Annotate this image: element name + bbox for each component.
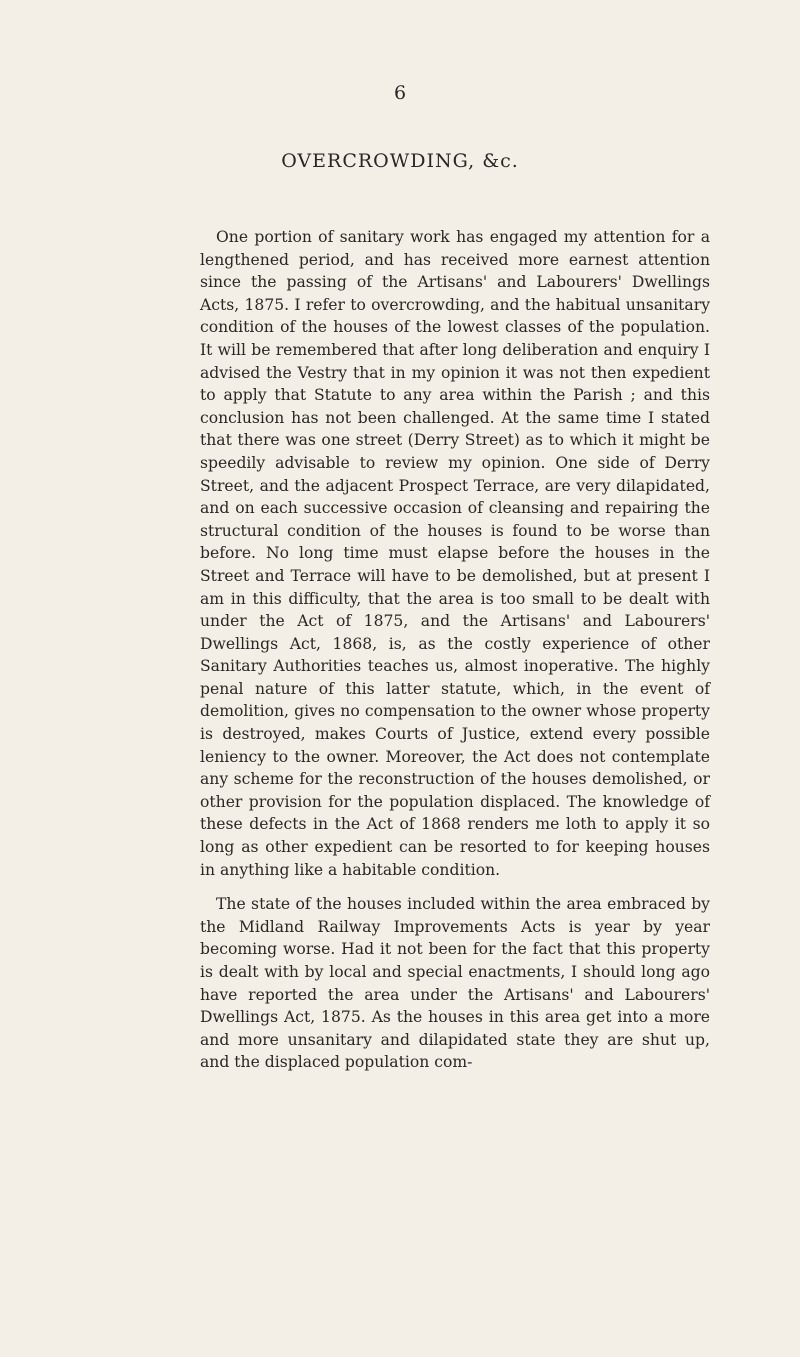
paragraph-midland-railway: The state of the houses included within the area embraced by the Midland Railway Improvements Acts is year by year becoming worse. Had it not been for the fact that this property is dealt with by local and special enactments, I should long ago have reported the area under the Artisans' and Labourers' Dwellings Act, 1875. As the houses in this area get into a more and more unsanitary and dilapidated state they are shut up, and the displaced population com- [200,895,710,1072]
paragraph-overcrowding: One portion of sanitary work has engaged my attention for a lengthened period, and has received more earnest attention since the passing of the Artisans' and Labourers' Dwellings Acts, 1875. I refer to overcrowding, and the habitual unsanitary condition of the houses of the lowest classes of the population. It will be remembered that after long deliberation and enquiry I advised the Vestry that in my opinion it was not then expedient to apply that Statute to any area within the Parish ; and this conclusion has not been challenged. At the same time I stated that there was one street (Derry Street) as to which it might be speedily advisable to review my opinion. One side of Derry Street, and the adjacent Prospect Terrace, are very dilapidated, and on each successive occasion of cleansing and repairing the structural condition of the houses is found to be worse than before. No long time must elapse before the houses in the Street and Terrace will have to be demolished, but at present I am in this difficulty, that the area is too small to be dealt with under the Act of 1875, and the Artisans' and Labourers' Dwellings Act, 1868, is, as the costly experience of other Sanitary Authorities teaches us, almost inoperative. The highly penal nature of this latter statute, which, in the event of demolition, gives no compensation to the owner whose property is destroyed, makes Courts of Justice, extend every possible leniency to the owner. Moreover, the Act does not contemplate any scheme for the reconstruction of the houses demolished, or other provision for the population displaced. The knowledge of these defects in the Act of 1868 renders me loth to apply it so long as other expedient can be resorted to for keeping houses in anything like a habitable condition. [200,228,710,879]
page-number: 6 [393,82,407,104]
section-heading: OVERCROWDING, &c. [281,150,519,172]
body-text [200,226,710,1074]
